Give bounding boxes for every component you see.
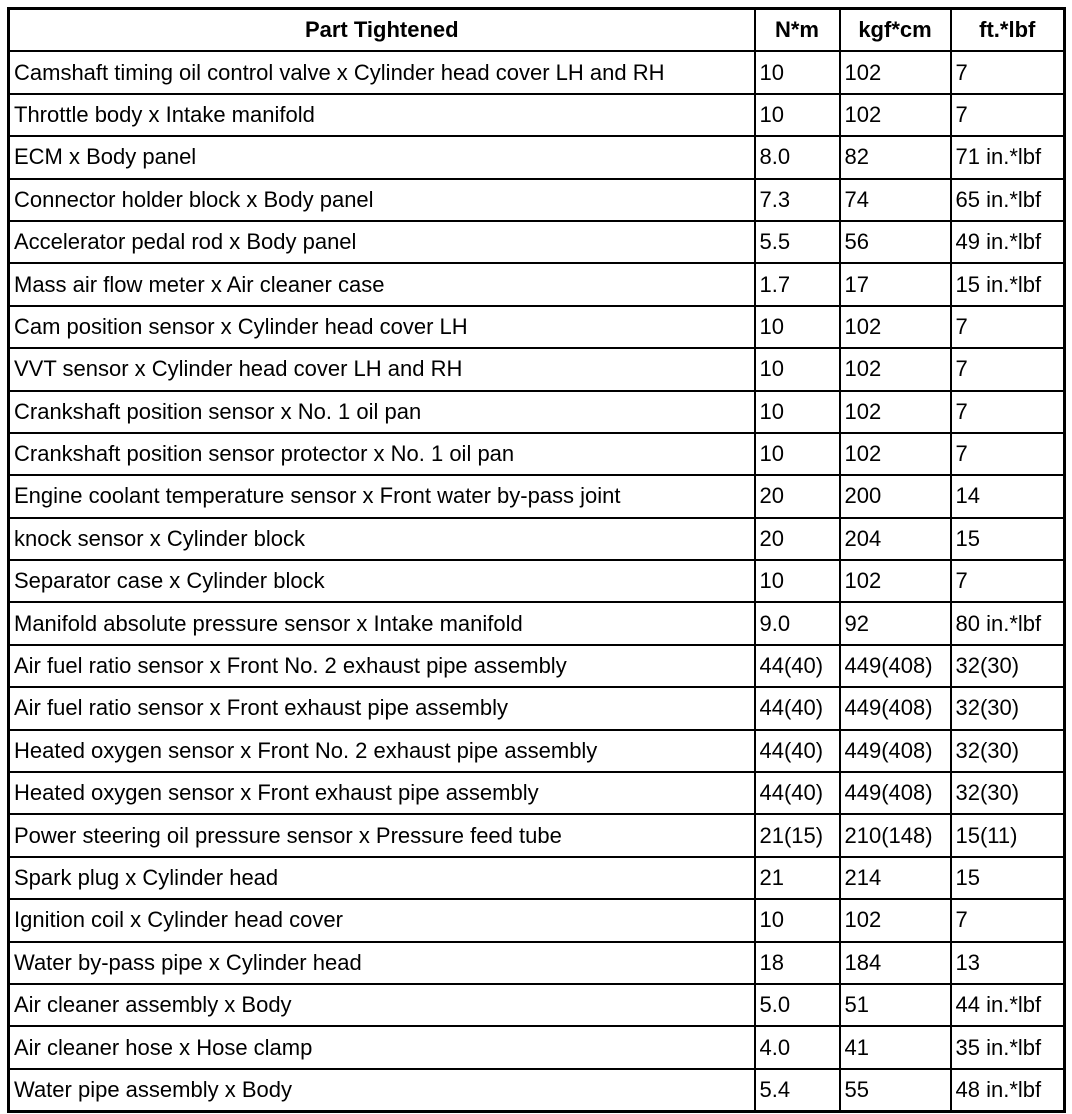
part-cell: Power steering oil pressure sensor x Pressure feed tube [9,814,755,856]
table-row [9,391,1065,433]
newton-meter-cell: 1.7 [755,263,840,305]
part-cell: Air cleaner assembly x Body [9,984,755,1026]
ft-lbf-cell: 49 in.*lbf [951,221,1065,263]
part-cell: Air fuel ratio sensor x Front exhaust pipe assembly [9,687,755,729]
table-row [9,942,1065,984]
table-row [9,94,1065,136]
ft-lbf-cell: 32(30) [951,730,1065,772]
ft-lbf-cell: 71 in.*lbf [951,136,1065,178]
table-row [9,730,1065,772]
torque-specification-table [7,7,1066,1113]
newton-meter-cell: 20 [755,475,840,517]
part-cell: Mass air flow meter x Air cleaner case [9,263,755,305]
table-row [9,560,1065,602]
ft-lbf-cell: 7 [951,306,1065,348]
part-cell: Engine coolant temperature sensor x Front water by-pass joint [9,475,755,517]
ft-lbf-cell: 65 in.*lbf [951,179,1065,221]
ft-lbf-cell: 32(30) [951,645,1065,687]
kgf-cm-cell: 17 [840,263,951,305]
table-row [9,306,1065,348]
part-cell: Air fuel ratio sensor x Front No. 2 exhaust pipe assembly [9,645,755,687]
part-cell: Camshaft timing oil control valve x Cylinder head cover LH and RH [9,51,755,93]
newton-meter-cell: 21 [755,857,840,899]
table-row [9,221,1065,263]
newton-meter-cell: 5.4 [755,1069,840,1112]
table-header-row [9,9,1065,52]
kgf-cm-cell: 449(408) [840,645,951,687]
kgf-cm-cell: 102 [840,899,951,941]
table-row [9,984,1065,1026]
table-row [9,1026,1065,1068]
kgf-cm-cell: 55 [840,1069,951,1112]
kgf-cm-cell: 204 [840,518,951,560]
part-cell: Manifold absolute pressure sensor x Intake manifold [9,602,755,644]
table-row [9,687,1065,729]
table-row [9,136,1065,178]
newton-meter-cell: 5.5 [755,221,840,263]
kgf-cm-cell: 41 [840,1026,951,1068]
table-row [9,1069,1065,1112]
newton-meter-cell: 20 [755,518,840,560]
table-row [9,602,1065,644]
kgf-cm-cell: 102 [840,94,951,136]
ft-lbf-cell: 15 in.*lbf [951,263,1065,305]
kgf-cm-cell: 210(148) [840,814,951,856]
table-row [9,475,1065,517]
part-cell: Heated oxygen sensor x Front No. 2 exhaust pipe assembly [9,730,755,772]
header-part-tightened: Part Tightened [9,9,755,52]
ft-lbf-cell: 7 [951,51,1065,93]
table-row [9,645,1065,687]
newton-meter-cell: 10 [755,94,840,136]
part-cell: Ignition coil x Cylinder head cover [9,899,755,941]
ft-lbf-cell: 7 [951,433,1065,475]
ft-lbf-cell: 7 [951,348,1065,390]
part-cell: ECM x Body panel [9,136,755,178]
newton-meter-cell: 10 [755,899,840,941]
newton-meter-cell: 8.0 [755,136,840,178]
part-cell: Throttle body x Intake manifold [9,94,755,136]
ft-lbf-cell: 80 in.*lbf [951,602,1065,644]
header-ft-lbf: ft.*lbf [951,9,1065,52]
newton-meter-cell: 5.0 [755,984,840,1026]
newton-meter-cell: 7.3 [755,179,840,221]
ft-lbf-cell: 35 in.*lbf [951,1026,1065,1068]
kgf-cm-cell: 51 [840,984,951,1026]
part-cell: Separator case x Cylinder block [9,560,755,602]
newton-meter-cell: 21(15) [755,814,840,856]
newton-meter-cell: 10 [755,51,840,93]
part-cell: Heated oxygen sensor x Front exhaust pipe assembly [9,772,755,814]
newton-meter-cell: 4.0 [755,1026,840,1068]
newton-meter-cell: 44(40) [755,687,840,729]
newton-meter-cell: 10 [755,306,840,348]
newton-meter-cell: 10 [755,391,840,433]
table-row [9,857,1065,899]
table-row [9,899,1065,941]
kgf-cm-cell: 102 [840,433,951,475]
ft-lbf-cell: 15 [951,857,1065,899]
part-cell: knock sensor x Cylinder block [9,518,755,560]
part-cell: Water pipe assembly x Body [9,1069,755,1112]
kgf-cm-cell: 102 [840,560,951,602]
kgf-cm-cell: 74 [840,179,951,221]
kgf-cm-cell: 102 [840,348,951,390]
newton-meter-cell: 44(40) [755,772,840,814]
part-cell: Connector holder block x Body panel [9,179,755,221]
ft-lbf-cell: 7 [951,94,1065,136]
newton-meter-cell: 44(40) [755,645,840,687]
ft-lbf-cell: 32(30) [951,772,1065,814]
kgf-cm-cell: 214 [840,857,951,899]
part-cell: Spark plug x Cylinder head [9,857,755,899]
ft-lbf-cell: 15(11) [951,814,1065,856]
kgf-cm-cell: 92 [840,602,951,644]
ft-lbf-cell: 15 [951,518,1065,560]
header-newton-meter: N*m [755,9,840,52]
ft-lbf-cell: 7 [951,560,1065,602]
part-cell: Cam position sensor x Cylinder head cover LH [9,306,755,348]
kgf-cm-cell: 200 [840,475,951,517]
table-row [9,179,1065,221]
part-cell: Crankshaft position sensor x No. 1 oil pan [9,391,755,433]
newton-meter-cell: 10 [755,348,840,390]
table-row [9,772,1065,814]
table-row [9,51,1065,93]
ft-lbf-cell: 44 in.*lbf [951,984,1065,1026]
newton-meter-cell: 10 [755,433,840,475]
kgf-cm-cell: 56 [840,221,951,263]
ft-lbf-cell: 13 [951,942,1065,984]
ft-lbf-cell: 7 [951,899,1065,941]
newton-meter-cell: 18 [755,942,840,984]
kgf-cm-cell: 82 [840,136,951,178]
ft-lbf-cell: 7 [951,391,1065,433]
part-cell: Air cleaner hose x Hose clamp [9,1026,755,1068]
ft-lbf-cell: 32(30) [951,687,1065,729]
kgf-cm-cell: 449(408) [840,687,951,729]
table-row [9,348,1065,390]
table-row [9,814,1065,856]
ft-lbf-cell: 14 [951,475,1065,517]
part-cell: Water by-pass pipe x Cylinder head [9,942,755,984]
newton-meter-cell: 44(40) [755,730,840,772]
table-row [9,263,1065,305]
kgf-cm-cell: 449(408) [840,772,951,814]
table-body [9,51,1065,1111]
kgf-cm-cell: 449(408) [840,730,951,772]
newton-meter-cell: 10 [755,560,840,602]
part-cell: Crankshaft position sensor protector x No. 1 oil pan [9,433,755,475]
kgf-cm-cell: 184 [840,942,951,984]
kgf-cm-cell: 102 [840,51,951,93]
kgf-cm-cell: 102 [840,306,951,348]
ft-lbf-cell: 48 in.*lbf [951,1069,1065,1112]
kgf-cm-cell: 102 [840,391,951,433]
header-kgf-cm: kgf*cm [840,9,951,52]
table-row [9,433,1065,475]
part-cell: VVT sensor x Cylinder head cover LH and RH [9,348,755,390]
newton-meter-cell: 9.0 [755,602,840,644]
part-cell: Accelerator pedal rod x Body panel [9,221,755,263]
table-row [9,518,1065,560]
